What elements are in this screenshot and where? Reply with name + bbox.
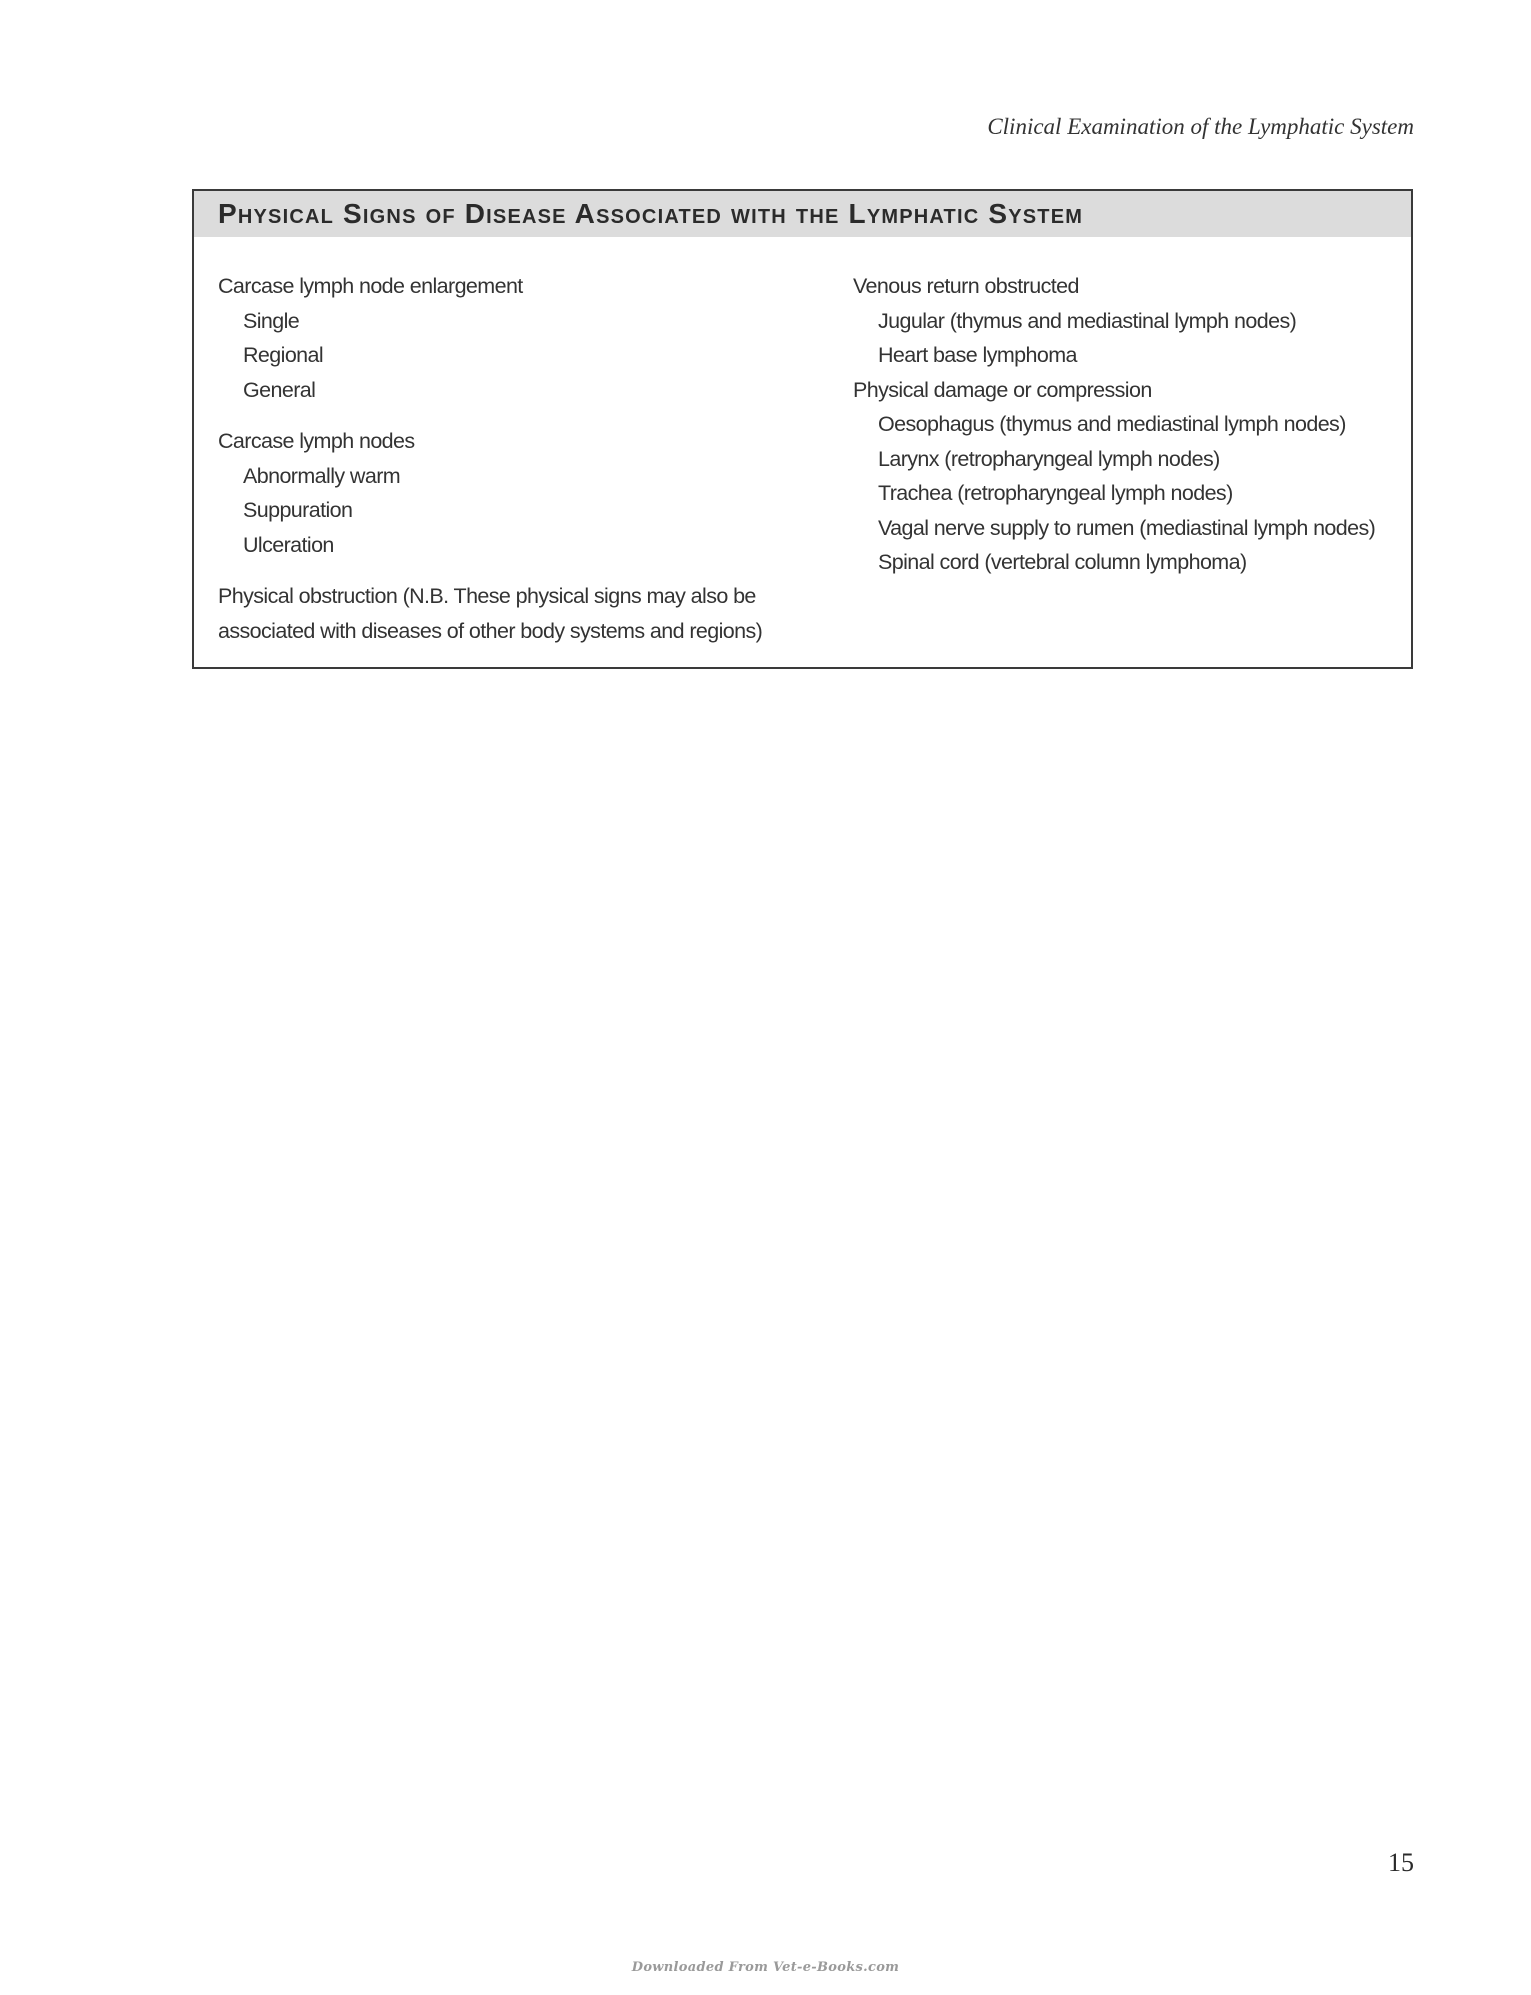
list-heading: Venous return obstructed: [853, 274, 1079, 298]
list-item: Suppuration: [243, 498, 353, 522]
list-heading: Physical damage or compression: [853, 377, 1152, 402]
box-title: Physical Signs of Disease Associated with the Lymphatic System: [218, 198, 1084, 229]
list-item: Regional: [243, 343, 324, 367]
list-item: Heart base lymphoma: [878, 343, 1077, 367]
physical-signs-box: [192, 189, 1413, 669]
left-column: [218, 269, 808, 648]
page-number: 15: [1388, 1848, 1414, 1877]
list-item: Vagal nerve supply to rumen (mediastinal lymph nodes): [878, 515, 1376, 540]
right-column: [853, 269, 1393, 580]
list-item: Jugular (thymus and mediastinal lymph nodes): [878, 308, 1297, 333]
list-item: Larynx (retropharyngeal lymph nodes): [878, 446, 1220, 471]
list-item: Ulceration: [243, 532, 334, 557]
running-header: Clinical Examination of the Lymphatic System: [987, 114, 1414, 139]
list-item: Abnormally warm: [243, 463, 401, 488]
list-item: General: [243, 377, 316, 402]
list-item: Oesophagus (thymus and mediastinal lymph nodes): [878, 412, 1346, 436]
list-item: Trachea (retropharyngeal lymph nodes): [878, 481, 1233, 505]
list-item: Spinal cord (vertebral column lymphoma): [878, 550, 1247, 574]
box-title-bar: [194, 191, 1411, 237]
footer-watermark: Downloaded From Vet-e-Books.com: [631, 1960, 900, 1975]
list-heading: Carcase lymph node enlargement: [218, 274, 523, 298]
list-item: Single: [243, 308, 300, 333]
list-heading: Carcase lymph nodes: [218, 429, 415, 453]
physical-obstruction-note: Physical obstruction (N.B. These physical signs may also be associated with diseases of other body systems and regions): [218, 584, 763, 643]
